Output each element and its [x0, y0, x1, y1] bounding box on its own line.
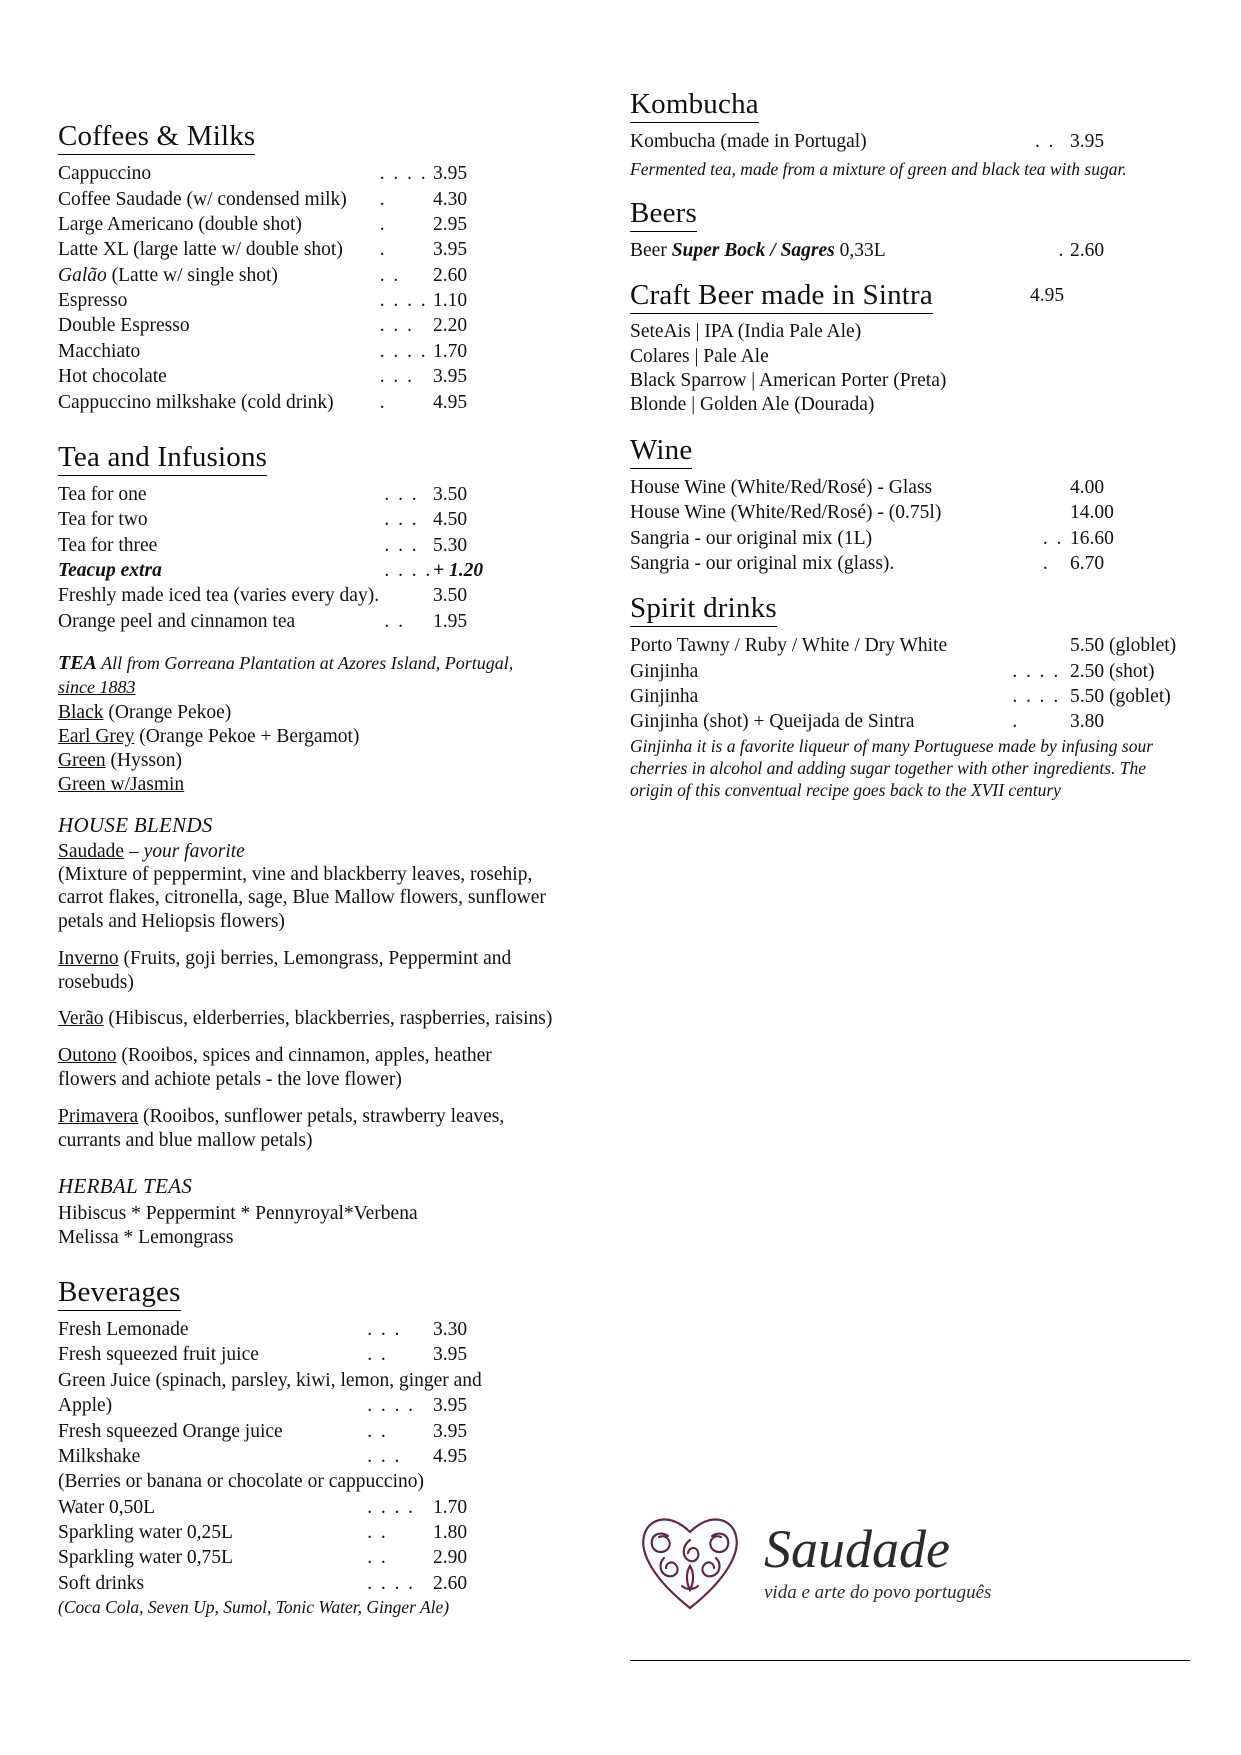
item-dots: . . .	[367, 1445, 402, 1467]
beers-table	[630, 238, 1190, 263]
item-dots: . . . .	[1012, 686, 1061, 708]
item-dots: . . . .	[379, 163, 428, 185]
variety-name: Green	[58, 749, 106, 771]
item-price: 14.00	[1070, 502, 1114, 524]
blend-description: (Mixture of peppermint, vine and blackberry leaves, rosehip, carrot flakes, citronella, sage, Blue Mallow flowers, sunflower petals and Heliopsis flowers)	[58, 863, 546, 933]
item-price: 5.50 (goblet)	[1070, 686, 1171, 708]
variety-desc: (Orange Pekoe)	[103, 702, 232, 724]
item-dots: . .	[367, 1522, 388, 1544]
table-row	[58, 212, 553, 237]
blend-title	[58, 841, 553, 863]
blend-tagline: – your favorite	[124, 840, 245, 862]
item-price: 2.50 (shot)	[1070, 660, 1155, 682]
spirits-table	[630, 633, 1190, 735]
item-price: 4.50	[433, 509, 468, 531]
item-price: 3.95	[433, 239, 468, 261]
beer-suffix: 0,33L	[834, 239, 886, 261]
item-price: 6.70	[1070, 552, 1105, 574]
item-dots: . .	[367, 1547, 388, 1569]
table-row	[58, 313, 553, 338]
item-dots: . . . .	[1012, 660, 1061, 682]
blend-name: Saudade	[58, 840, 125, 862]
section-heading-spirits: Spirit drinks	[630, 592, 777, 627]
variety-desc: (Hysson)	[105, 749, 183, 771]
item-price: 5.30	[433, 534, 468, 556]
kombucha-note: Fermented tea, made from a mixture of green and black tea with sugar.	[630, 159, 1127, 180]
table-row	[630, 684, 1190, 709]
item-price: 1.10	[433, 290, 468, 312]
item-name: Orange peel and cinnamon tea	[58, 610, 296, 632]
table-row	[58, 186, 553, 211]
table-row	[630, 709, 1190, 734]
item-name: Ginjinha (shot) + Queijada de Sintra	[630, 711, 915, 733]
item-dots: . . .	[384, 483, 419, 505]
craft-beer-list	[630, 320, 1190, 418]
coffees-table	[58, 161, 553, 415]
item-dots: .	[379, 239, 387, 261]
wine-table	[630, 475, 1190, 577]
section-craft-beer	[630, 279, 1190, 418]
variety-name: Green w/Jasmin	[58, 773, 185, 795]
item-price: 3.80	[1070, 711, 1105, 733]
section-kombucha	[630, 88, 1190, 181]
item-dots: . . . .	[384, 560, 433, 582]
tea-origin-note	[58, 650, 553, 699]
table-row	[630, 633, 1190, 658]
table-row	[58, 237, 553, 262]
item-dots: .	[379, 188, 387, 210]
list-item: Blonde | Golden Ale (Dourada)	[630, 394, 875, 416]
table-row	[630, 500, 1190, 525]
item-name: Green Juice (spinach, parsley, kiwi, lemon, ginger and	[58, 1369, 482, 1391]
item-dots: . . . .	[367, 1496, 415, 1518]
item-dots: . . . .	[367, 1395, 415, 1417]
item-name: Teacup extra	[58, 560, 162, 582]
item-name: Freshly made iced tea (varies every day).	[58, 585, 380, 607]
item-name: Tea for one	[58, 483, 147, 505]
item-price: 2.20	[433, 315, 468, 337]
item-name: Apple)	[58, 1395, 113, 1417]
table-row	[58, 1317, 553, 1342]
right-column	[630, 88, 1190, 802]
list-item	[58, 725, 553, 749]
table-row	[58, 558, 553, 583]
table-row	[58, 583, 553, 608]
table-row	[58, 288, 553, 313]
table-row	[630, 525, 1190, 550]
section-beers	[630, 197, 1190, 263]
item-dots: . .	[379, 264, 401, 286]
section-wine	[630, 434, 1190, 577]
table-row	[58, 1469, 553, 1494]
item-name: Fresh Lemonade	[58, 1319, 189, 1341]
item-name: Sangria - our original mix (1L)	[630, 527, 873, 549]
item-price: 5.50 (globlet)	[1070, 635, 1177, 657]
table-row	[630, 659, 1190, 684]
table-row	[58, 339, 553, 364]
variety-name: Earl Grey	[58, 726, 135, 748]
table-row	[630, 475, 1190, 500]
section-heading-craft-beer: Craft Beer made in Sintra	[630, 279, 933, 314]
craft-beer-price: 4.95	[1030, 285, 1065, 307]
table-row	[58, 1368, 553, 1393]
blend-title	[58, 1007, 553, 1031]
house-blends-heading: HOUSE BLENDS	[58, 812, 213, 837]
item-dots: . .	[384, 610, 405, 632]
item-dots: . .	[367, 1344, 388, 1366]
list-item: Colares | Pale Ale	[630, 345, 769, 367]
item-price: 2.95	[433, 213, 468, 235]
variety-desc: (Orange Pekoe + Bergamot)	[134, 726, 360, 748]
item-name: Kombucha (made in Portugal)	[630, 131, 867, 153]
section-heading-kombucha: Kombucha	[630, 88, 759, 123]
beverages-footnote: (Coca Cola, Seven Up, Sumol, Tonic Water, Ginger Ale)	[58, 1597, 450, 1618]
item-price: 4.95	[433, 1445, 468, 1467]
beverages-table	[58, 1317, 553, 1596]
item-price: 3.95	[433, 1344, 468, 1366]
section-heading-beers: Beers	[630, 197, 697, 232]
item-dots: . . . .	[379, 290, 428, 312]
beer-brand: Super Bock / Sagres	[671, 239, 835, 261]
table-row	[58, 1520, 553, 1545]
item-price: 3.50	[433, 483, 468, 505]
table-row	[58, 1444, 553, 1469]
item-dots	[1043, 500, 1070, 525]
item-price: 4.00	[1070, 476, 1105, 498]
table-row	[630, 238, 1190, 263]
item-name: Latte XL (large latte w/ double shot)	[58, 239, 343, 261]
item-price: 16.60	[1070, 527, 1114, 549]
blend-name: Primavera	[58, 1105, 139, 1127]
item-name: Tea for three	[58, 534, 158, 556]
table-row	[58, 507, 553, 532]
tea-label: TEA	[58, 652, 97, 674]
herbal-teas-list	[58, 1202, 553, 1250]
item-name	[630, 238, 1059, 263]
section-spirit-drinks	[630, 592, 1190, 802]
item-price: 4.30	[433, 188, 468, 210]
table-row	[58, 1393, 553, 1418]
item-name: Milkshake	[58, 1445, 141, 1467]
item-name: House Wine (White/Red/Rosé) - (0.75l)	[630, 502, 942, 524]
item-name: Macchiato	[58, 340, 141, 362]
tea-origin-text: All from Gorreana Plantation at Azores Island, Portugal,	[96, 653, 514, 673]
item-price: 3.95	[433, 1420, 468, 1442]
item-name: Fresh squeezed Orange juice	[58, 1420, 283, 1442]
item-dots: . .	[1042, 527, 1064, 549]
blend-title	[58, 1105, 553, 1153]
item-name	[58, 263, 380, 288]
blend-saudade	[58, 841, 553, 934]
item-name: Ginjinha	[630, 686, 699, 708]
item-price: 1.80	[433, 1522, 468, 1544]
item-price: 3.50	[433, 585, 468, 607]
item-name: Sparkling water 0,75L	[58, 1547, 233, 1569]
item-price: 2.60	[1070, 239, 1105, 261]
item-dots: .	[1012, 711, 1020, 733]
item-name: Large Americano (double shot)	[58, 213, 302, 235]
item-dots: . . . .	[379, 340, 428, 362]
blend-name: Inverno	[58, 947, 119, 969]
list-item: Hibiscus * Peppermint * Pennyroyal*Verbena	[58, 1203, 418, 1225]
item-dots: .	[379, 213, 387, 235]
item-dots: .	[1042, 552, 1050, 574]
table-row	[58, 389, 553, 414]
item-name: Cappuccino	[58, 163, 152, 185]
beer-prefix: Beer	[630, 239, 672, 261]
table-row	[58, 1342, 553, 1367]
blend-inverno	[58, 947, 553, 995]
item-dots: .	[1058, 239, 1066, 261]
item-name: Double Espresso	[58, 315, 190, 337]
tea-varieties	[58, 701, 553, 796]
section-heading-beverages: Beverages	[58, 1276, 181, 1311]
list-item	[58, 773, 553, 797]
footer-divider	[630, 1660, 1190, 1661]
item-name: Water 0,50L	[58, 1496, 155, 1518]
list-item: Black Sparrow | American Porter (Preta)	[630, 369, 947, 391]
item-name: Coffee Saudade (w/ condensed milk)	[58, 188, 347, 210]
item-name: Hot chocolate	[58, 366, 167, 388]
item-dots	[1043, 475, 1070, 500]
item-name: Espresso	[58, 290, 128, 312]
item-price: + 1.20	[433, 560, 484, 582]
section-heading-wine: Wine	[630, 434, 692, 469]
item-name: House Wine (White/Red/Rosé) - Glass	[630, 476, 933, 498]
section-coffees	[58, 120, 553, 415]
blend-primavera	[58, 1105, 553, 1153]
item-price: 3.95	[433, 366, 468, 388]
kombucha-table	[630, 129, 1190, 154]
item-name: Sangria - our original mix (glass).	[630, 552, 895, 574]
table-row	[58, 609, 553, 634]
list-item	[58, 701, 553, 725]
item-dots: . .	[1034, 131, 1056, 153]
item-name: Sparkling water 0,25L	[58, 1522, 233, 1544]
tea-origin-year: since 1883	[58, 677, 136, 697]
table-row	[58, 1545, 553, 1570]
item-price: 4.95	[433, 391, 468, 413]
item-name: Fresh squeezed fruit juice	[58, 1344, 259, 1366]
left-column	[58, 120, 553, 1618]
item-price: 2.60	[433, 264, 468, 286]
blend-description: (Rooibos, spices and cinnamon, apples, heather flowers and achiote petals - the love flower)	[58, 1045, 492, 1090]
item-name: Cappuccino milkshake (cold drink)	[58, 391, 334, 413]
blend-outono	[58, 1044, 553, 1092]
item-dots: . . .	[384, 534, 419, 556]
item-name: Porto Tawny / Ruby / White / Dry White	[630, 635, 948, 657]
table-row	[630, 551, 1190, 576]
item-price: 2.60	[433, 1572, 468, 1594]
item-name: (Berries or banana or chocolate or cappuccino)	[58, 1471, 424, 1493]
list-item	[58, 749, 553, 773]
item-price: 3.30	[433, 1319, 468, 1341]
blend-verao	[58, 1007, 553, 1031]
table-row	[58, 263, 553, 288]
tea-table	[58, 482, 553, 634]
section-beverages	[58, 1276, 553, 1619]
item-price: 2.90	[433, 1547, 468, 1569]
table-row	[58, 1418, 553, 1443]
item-dots	[1012, 633, 1070, 658]
item-name-italic: Galão	[58, 264, 107, 286]
list-item: Melissa * Lemongrass	[58, 1227, 234, 1249]
item-dots: .	[379, 391, 387, 413]
brand-logo	[630, 1500, 1190, 1625]
item-price: 3.95	[433, 1395, 468, 1417]
item-dots: . . . .	[367, 1572, 415, 1594]
herbal-teas-heading: HERBAL TEAS	[58, 1174, 193, 1199]
list-item: SeteAis | IPA (India Pale Ale)	[630, 321, 862, 343]
blend-description: (Rooibos, sunflower petals, strawberry leaves, currants and blue mallow petals)	[58, 1105, 505, 1151]
logo-tagline: vida e arte do povo português	[764, 1581, 992, 1603]
blend-title	[58, 947, 553, 995]
item-name-rest: (Latte w/ single shot)	[106, 264, 278, 286]
table-row	[630, 129, 1190, 154]
table-row	[58, 364, 553, 389]
table-row	[58, 161, 553, 186]
blend-description: (Hibiscus, elderberries, blackberries, raspberries, raisins)	[103, 1008, 553, 1030]
blend-name: Outono	[58, 1045, 117, 1067]
blend-description: (Fruits, goji berries, Lemongrass, Peppermint and rosebuds)	[58, 947, 512, 993]
ginjinha-note: Ginjinha it is a favorite liqueur of many Portuguese made by infusing sour cherries in alcohol and adding sugar together with other ingredients. The origin of this conventual recipe goes back to the XVII century	[630, 735, 1154, 801]
item-price: 3.95	[1070, 131, 1105, 153]
item-dots: . . .	[379, 315, 414, 337]
blend-title	[58, 1044, 553, 1092]
item-dots: . . .	[367, 1319, 402, 1341]
item-name: Tea for two	[58, 509, 148, 531]
logo-name: Saudade	[764, 1518, 950, 1579]
item-dots: . .	[367, 1420, 388, 1442]
heart-scroll-icon	[630, 1500, 750, 1625]
item-name: Soft drinks	[58, 1572, 145, 1594]
section-tea	[58, 441, 553, 1250]
blend-name: Verão	[58, 1008, 104, 1030]
item-name: Ginjinha	[630, 660, 699, 682]
table-row	[58, 482, 553, 507]
section-heading-tea: Tea and Infusions	[58, 441, 267, 476]
variety-name: Black	[58, 702, 104, 724]
section-heading-coffees: Coffees & Milks	[58, 120, 255, 155]
item-dots: . . .	[384, 509, 419, 531]
table-row	[58, 1571, 553, 1596]
item-price: 3.95	[433, 163, 468, 185]
item-price: 1.95	[433, 610, 468, 632]
table-row	[58, 533, 553, 558]
item-price: 1.70	[433, 1496, 468, 1518]
item-dots	[384, 583, 433, 608]
item-dots: . . .	[379, 366, 414, 388]
table-row	[58, 1495, 553, 1520]
item-price: 1.70	[433, 340, 468, 362]
